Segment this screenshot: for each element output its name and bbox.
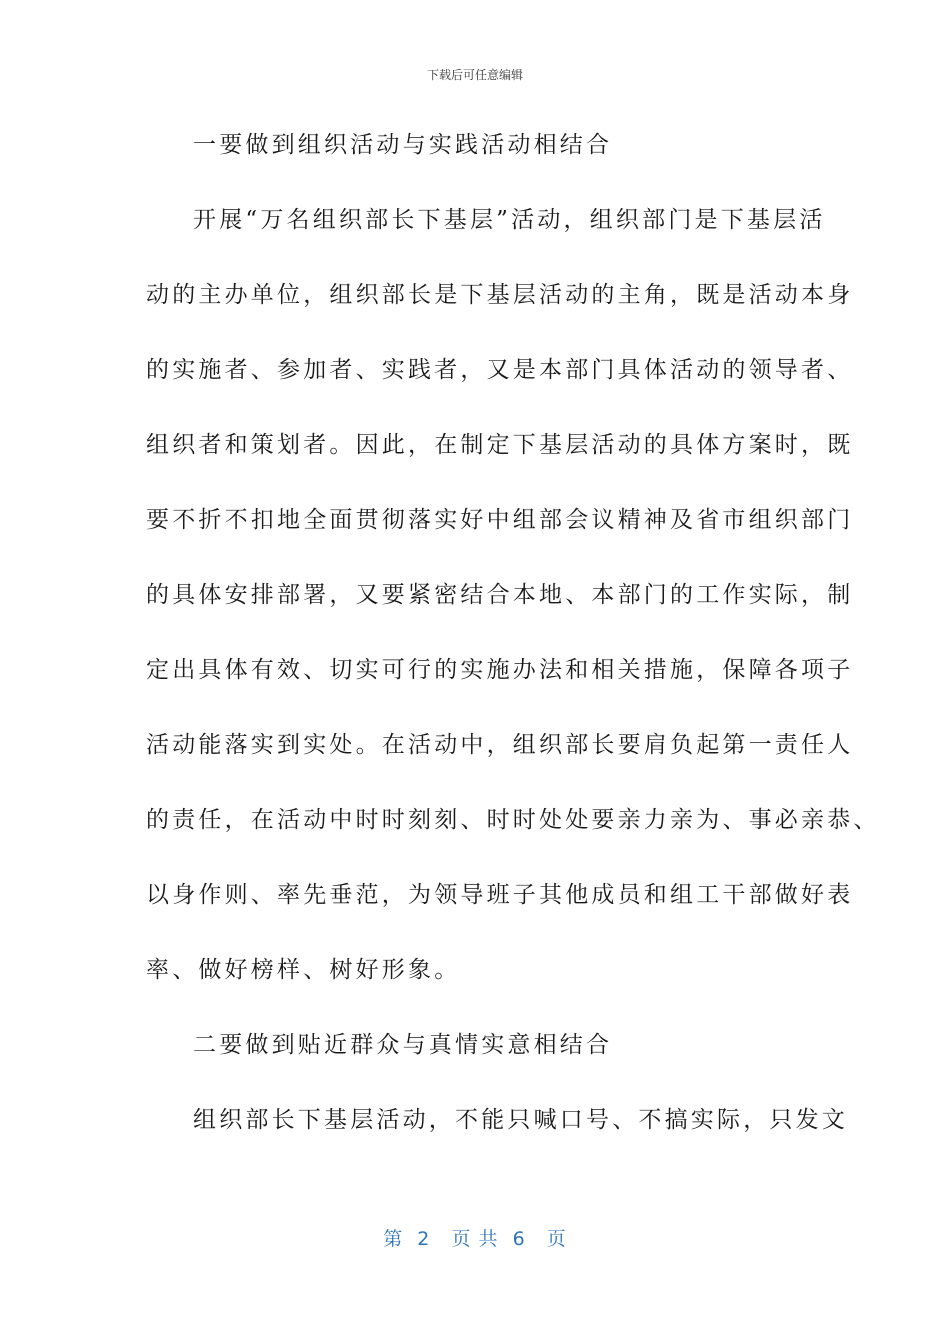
paragraph-line: 的责任，在活动中时时刻刻、时时处处要亲力亲为、事必亲恭、 [146,807,880,833]
paragraph-line: 的具体安排部署，又要紧密结合本地、本部门的工作实际，制 [146,582,854,608]
paragraph-line: 率、做好榜样、树好形象。 [146,957,461,983]
header-note: 下载后可任意编辑 [426,68,523,82]
paragraph-line: 以身作则、率先垂范，为领导班子其他成员和组工干部做好表 [146,882,854,908]
page-number-footer: 第 2 页 共 6 页 [383,1228,567,1250]
paragraph-line: 的实施者、参加者、实践者，又是本部门具体活动的领导者、 [146,357,854,383]
paragraph-line: 要不折不扣地全面贯彻落实好中组部会议精神及省市组织部门 [146,507,854,533]
paragraph-line: 组织者和策划者。因此，在制定下基层活动的具体方案时，既 [146,432,854,458]
section-heading-1: 一要做到组织活动与实践活动相结合 [193,132,613,158]
paragraph-line: 定出具体有效、切实可行的实施办法和相关措施，保障各项子 [146,657,854,683]
document-body [146,126,880,1176]
paragraph-line: 活动能落实到实处。在活动中，组织部长要肩负起第一责任人 [146,732,854,758]
paragraph-line: 开展“万名组织部长下基层”活动，组织部门是下基层活 [193,207,826,233]
paragraph-line: 组织部长下基层活动，不能只喊口号、不搞实际，只发文 [193,1107,848,1133]
paragraph-line: 动的主办单位，组织部长是下基层活动的主角，既是活动本身 [146,282,854,308]
section-heading-2: 二要做到贴近群众与真情实意相结合 [193,1032,613,1058]
